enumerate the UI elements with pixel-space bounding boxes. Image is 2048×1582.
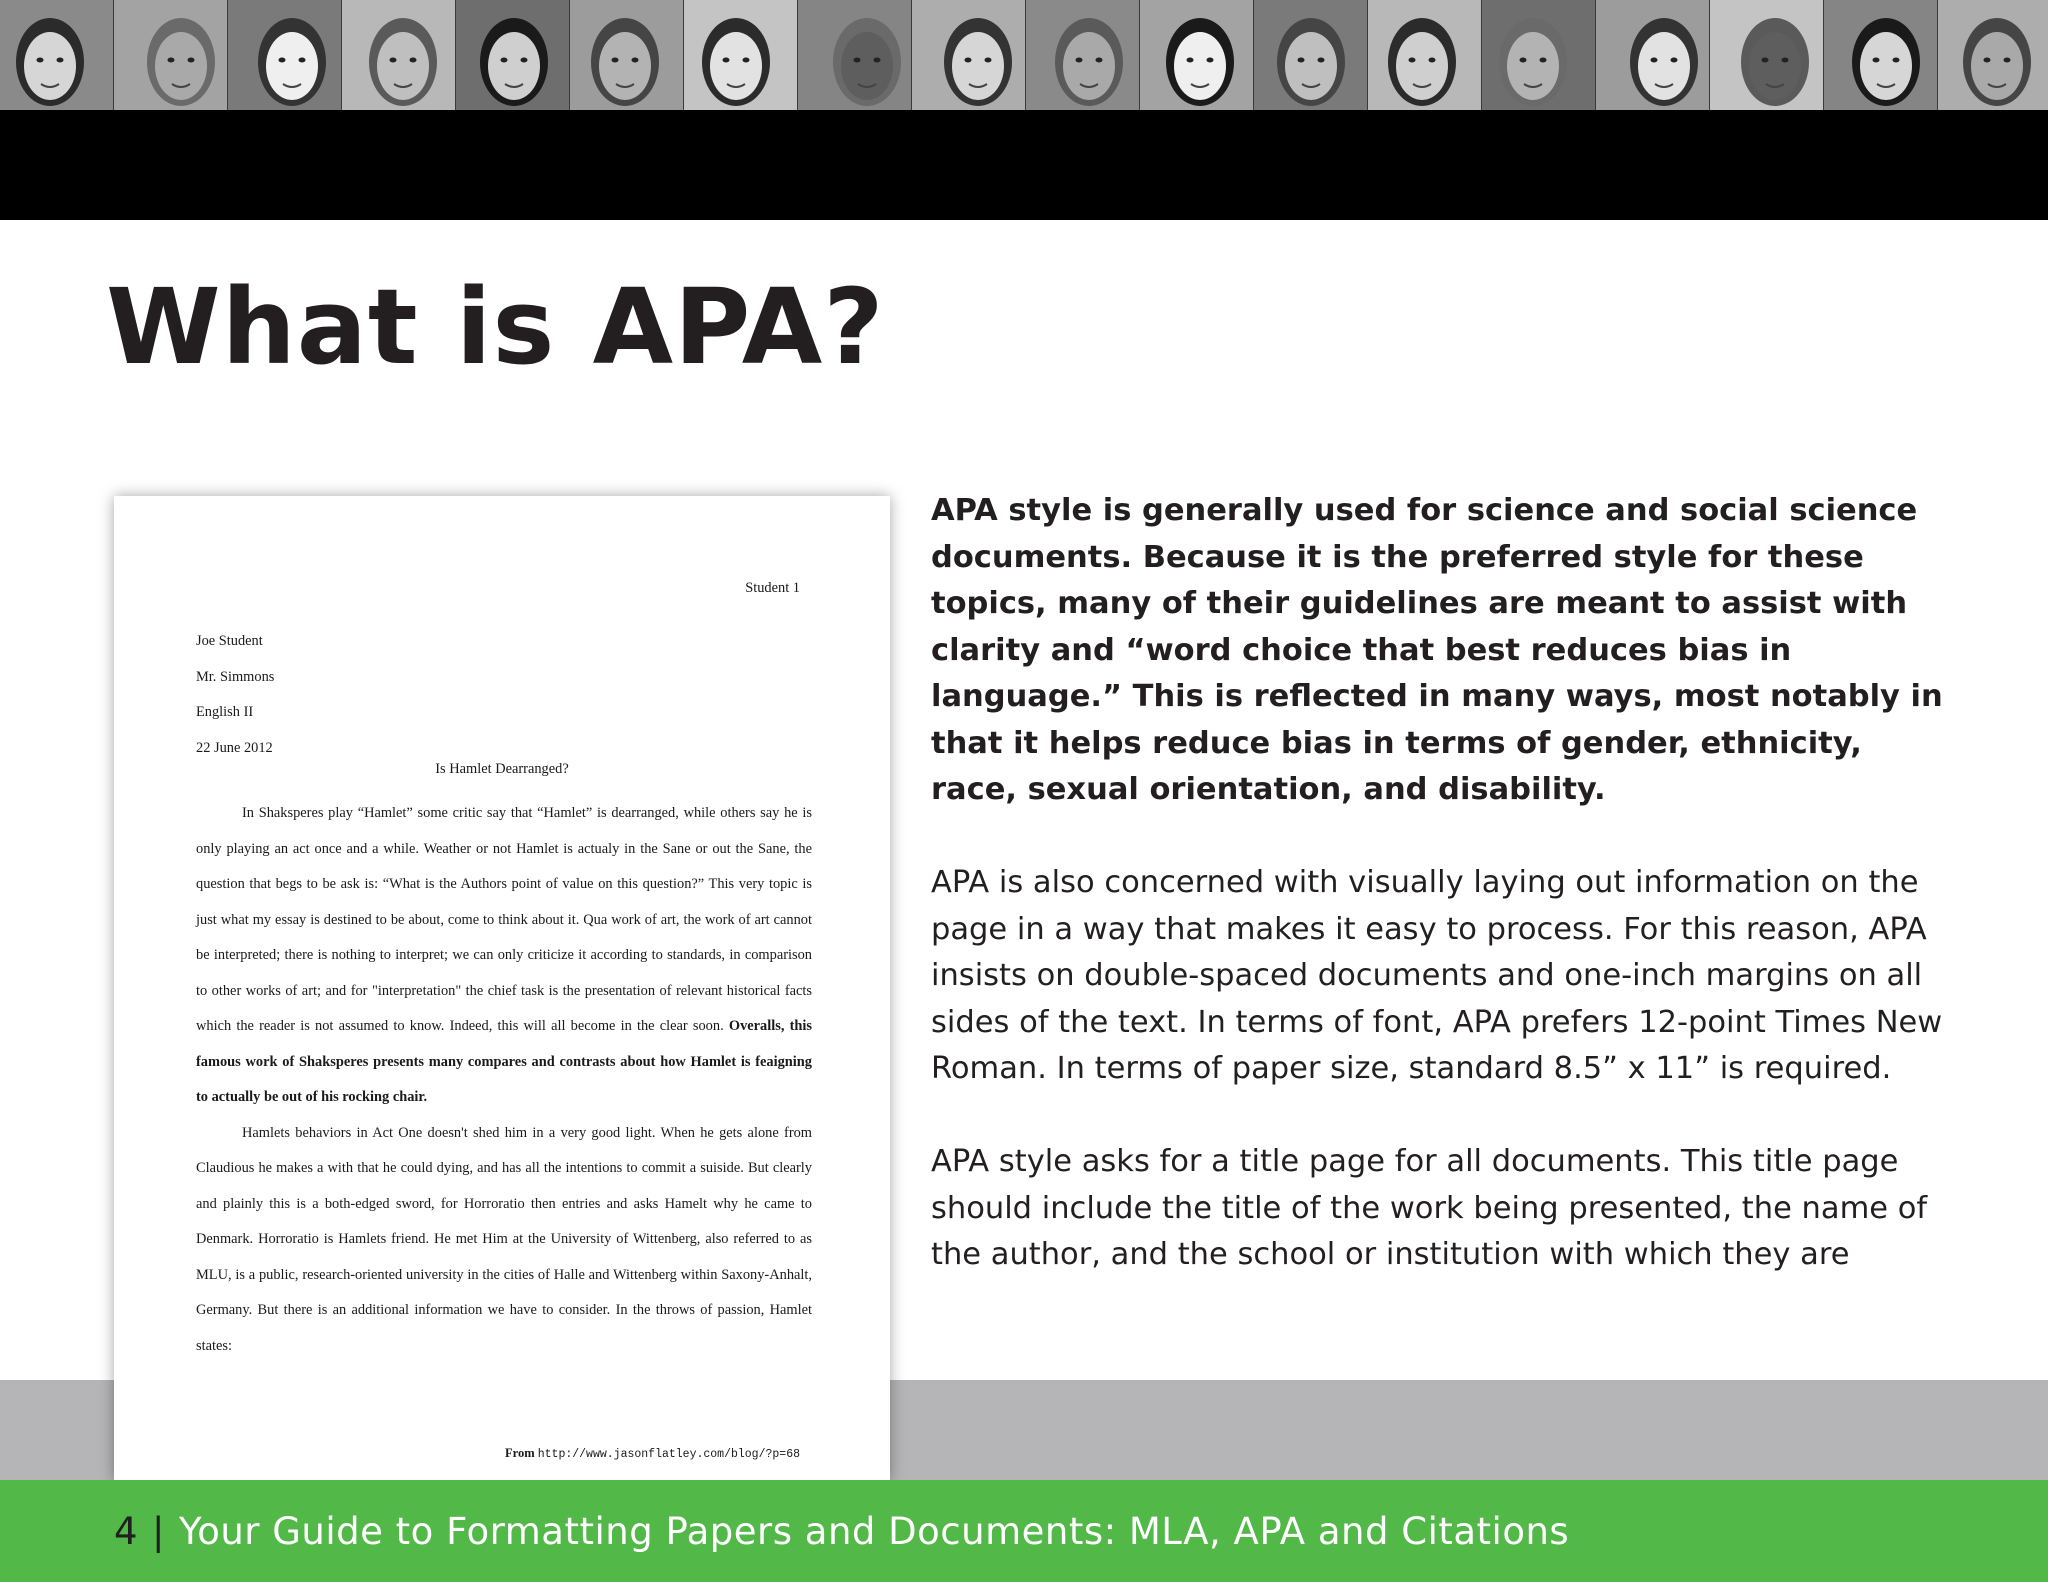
portrait-photo-strip — [0, 0, 2048, 110]
portrait-photo — [0, 0, 114, 110]
paragraph-2: APA is also concerned with visually laying out information on the page in a way that makes it easy to process. For this reason, APA insists on double-spaced documents and one-inch margins on all sides of the text. In terms of font, APA prefers 12-point Times New Roman. In terms of paper size, standard 8.5” x 11” is required. — [931, 865, 1943, 1086]
portrait-photo — [1824, 0, 1938, 110]
header-black-band — [0, 110, 2048, 220]
footer-separator: | — [152, 1509, 166, 1553]
essay-instructor: Mr. Simmons — [196, 668, 275, 685]
essay-heading-block — [196, 624, 274, 766]
portrait-photo — [342, 0, 456, 110]
essay-course: English II — [196, 704, 254, 720]
portrait-photo — [456, 0, 570, 110]
footer-title: Your Guide to Formatting Papers and Documents: MLA, APA and Citations — [179, 1509, 1570, 1553]
essay-paragraph-1-bold: Overalls, this famous work of Shaksperes presents many compares and contrasts about how Hamlet is feaigning to actually be out of his rocking chair. — [196, 1018, 813, 1105]
essay-source-credit — [505, 1446, 800, 1461]
portrait-photo — [1938, 0, 2048, 110]
portrait-photo — [114, 0, 228, 110]
portrait-photo — [798, 0, 912, 110]
page-title: What is APA? — [106, 266, 885, 388]
essay-date: 22 June 2012 — [196, 739, 273, 756]
essay-paragraph-2: Hamlets behaviors in Act One doesn't shed him in a very good light. When he gets alone from Claudious he makes a with that he could dying, and has all the intentions to commit a suiside. But clearly and plainly this is a both-edged sword, for Horroratio then entries and asks Hamelt why he came to Denmark. Horroratio is Hamlets friend. He met Him at the University of Wittenberg, also referred to as MLU, is a public, research-oriented university in the cities of Halle and Wittenberg within Saxony-Anhalt, Germany. But there is an additional information we have to consider. In the throws of passion, Hamlet states: — [196, 1124, 812, 1354]
portrait-photo — [912, 0, 1026, 110]
essay-body — [196, 796, 812, 1364]
portrait-photo — [570, 0, 684, 110]
portrait-photo — [1482, 0, 1596, 110]
essay-student-name: Joe Student — [196, 633, 263, 649]
portrait-photo — [1710, 0, 1824, 110]
footer-bar — [0, 1480, 2048, 1582]
portrait-photo — [1254, 0, 1368, 110]
portrait-photo — [1026, 0, 1140, 110]
essay-paragraph-1 — [196, 796, 812, 1116]
portrait-photo — [1140, 0, 1254, 110]
lead-paragraph: APA style is generally used for science and social science documents. Because it is the preferred style for these topics, many of their guidelines are meant to assist with clarity and “word choice that best reduces bias in language.” This is reflected in many ways, most notably in that it helps reduce bias in terms of gender, ethnicity, race, sexual orientation, and disability. — [931, 493, 1943, 807]
sample-essay-image — [114, 496, 890, 1482]
portrait-photo — [228, 0, 342, 110]
portrait-photo — [684, 0, 798, 110]
essay-source-label: From — [505, 1446, 535, 1460]
essay-title: Is Hamlet Dearranged? — [435, 761, 569, 777]
portrait-photo — [1596, 0, 1710, 110]
essay-source-url: http://www.jasonflatley.com/blog/?p=68 — [537, 1448, 800, 1461]
body-copy — [931, 488, 1951, 1325]
footer-page-number: 4 — [114, 1509, 139, 1553]
portrait-photo — [1368, 0, 1482, 110]
footer-text — [114, 1510, 1569, 1553]
paragraph-3: APA style asks for a title page for all documents. This title page should include the title of the work being presented, the name of the author, and the school or institution with which they are — [931, 1144, 1928, 1272]
essay-running-header: Student 1 — [745, 580, 800, 596]
essay-paragraph-1-text: In Shaksperes play “Hamlet” some critic say that “Hamlet” is dearranged, while others say he is only playing an act once and a while. Weather or not Hamlet is actualy in the Sane or out the Sane, the question that begs to be ask is: “What is the Authors point of value on this question?” This very topic is just what my essay is destined to be about, come to think about it. Qua work of art, the work of art cannot be interpreted; there is nothing to interpret; we can only criticize it according to standards, in comparison to other works of art; and for "interpretation" the chief task is the presentation of relevant historical facts which the reader is not assumed to know. Indeed, this will all become in the clear soon. — [196, 805, 812, 1034]
